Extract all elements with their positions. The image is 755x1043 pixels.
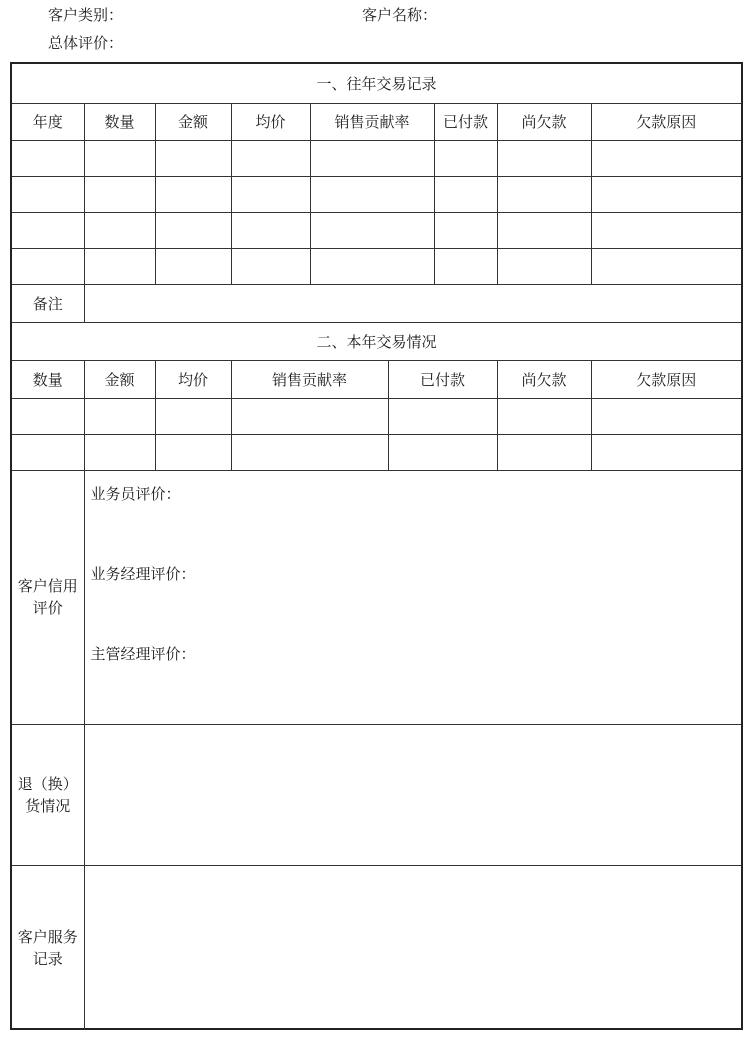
- cell[interactable]: [155, 434, 231, 470]
- cell[interactable]: [155, 398, 231, 434]
- cell[interactable]: [310, 176, 434, 212]
- section1-header-row: [12, 103, 741, 140]
- cell[interactable]: [12, 140, 84, 176]
- cell[interactable]: [497, 140, 591, 176]
- cell[interactable]: [434, 248, 497, 284]
- column-header-arrears-reason: 欠款原因: [591, 360, 741, 398]
- cell[interactable]: [12, 212, 84, 248]
- column-header-sales-contribution: 销售贡献率: [231, 360, 388, 398]
- supervisor-evaluation: 主管经理评价：: [90, 644, 196, 663]
- cell[interactable]: [591, 140, 741, 176]
- customer-type-label: 客户类别：: [48, 6, 124, 24]
- credit-evaluation-content[interactable]: [84, 470, 741, 724]
- cell[interactable]: [231, 434, 388, 470]
- form-table: [12, 64, 741, 1030]
- section1-data-row: [12, 212, 741, 248]
- column-header-avg-price: 均价: [231, 103, 310, 140]
- cell[interactable]: [434, 176, 497, 212]
- credit-label-line1: 客户信用: [17, 577, 78, 595]
- cell[interactable]: [310, 140, 434, 176]
- cell[interactable]: [310, 212, 434, 248]
- cell[interactable]: [434, 212, 497, 248]
- cell[interactable]: [12, 398, 84, 434]
- returns-label-line2: 货情况: [25, 796, 71, 815]
- column-header-arrears-reason: 欠款原因: [591, 103, 741, 140]
- returns-label-line1: 退（换）: [17, 774, 78, 793]
- cell[interactable]: [84, 398, 155, 434]
- section2-data-row: [12, 434, 741, 470]
- column-header-quantity: 数量: [84, 103, 155, 140]
- credit-evaluation-row: [12, 470, 741, 724]
- returns-label: [12, 724, 84, 865]
- cell[interactable]: [388, 398, 497, 434]
- cell[interactable]: [231, 176, 310, 212]
- section1-title: 一、往年交易记录: [12, 64, 741, 103]
- cell[interactable]: [231, 212, 310, 248]
- column-header-sales-contribution: 销售贡献率: [310, 103, 434, 140]
- cell[interactable]: [155, 248, 231, 284]
- cell[interactable]: [497, 248, 591, 284]
- column-header-amount: 金额: [84, 360, 155, 398]
- section2-header-row: [12, 360, 741, 398]
- column-header-amount: 金额: [155, 103, 231, 140]
- remark-field[interactable]: [84, 284, 741, 322]
- column-header-quantity: 数量: [12, 360, 84, 398]
- salesperson-evaluation: 业务员评价：: [90, 484, 181, 503]
- remark-row: [12, 284, 741, 322]
- column-header-paid: 已付款: [434, 103, 497, 140]
- service-record-content[interactable]: [84, 865, 741, 1030]
- returns-content[interactable]: [84, 724, 741, 865]
- column-header-year: 年度: [12, 103, 84, 140]
- service-label-line1: 客户服务: [17, 927, 78, 946]
- service-label-line2: 记录: [32, 949, 63, 968]
- cell[interactable]: [84, 176, 155, 212]
- cell[interactable]: [84, 140, 155, 176]
- column-header-outstanding: 尚欠款: [497, 360, 591, 398]
- section2-data-row: [12, 398, 741, 434]
- returns-row: [12, 724, 741, 865]
- cell[interactable]: [155, 176, 231, 212]
- cell[interactable]: [497, 398, 591, 434]
- cell[interactable]: [231, 248, 310, 284]
- service-record-row: [12, 865, 741, 1030]
- remark-label: 备注: [12, 284, 84, 322]
- cell[interactable]: [155, 212, 231, 248]
- credit-label-line2: 评价: [32, 599, 63, 617]
- cell[interactable]: [84, 434, 155, 470]
- credit-evaluation-label: [12, 470, 84, 724]
- cell[interactable]: [591, 176, 741, 212]
- cell[interactable]: [591, 248, 741, 284]
- customer-credit-form: [10, 62, 743, 1030]
- cell[interactable]: [591, 212, 741, 248]
- cell[interactable]: [231, 398, 388, 434]
- sales-manager-evaluation: 业务经理评价：: [90, 564, 196, 583]
- cell[interactable]: [497, 176, 591, 212]
- cell[interactable]: [12, 434, 84, 470]
- cell[interactable]: [155, 140, 231, 176]
- cell[interactable]: [388, 434, 497, 470]
- cell[interactable]: [310, 248, 434, 284]
- cell[interactable]: [84, 212, 155, 248]
- cell[interactable]: [497, 434, 591, 470]
- cell[interactable]: [434, 140, 497, 176]
- section1-data-row: [12, 248, 741, 284]
- customer-name-label: 客户名称：: [362, 6, 438, 24]
- cell[interactable]: [84, 248, 155, 284]
- cell[interactable]: [591, 398, 741, 434]
- cell[interactable]: [231, 140, 310, 176]
- cell[interactable]: [12, 176, 84, 212]
- section1-data-row: [12, 140, 741, 176]
- service-record-label: [12, 865, 84, 1030]
- column-header-outstanding: 尚欠款: [497, 103, 591, 140]
- cell[interactable]: [12, 248, 84, 284]
- overall-evaluation-label: 总体评价：: [48, 34, 124, 52]
- section2-title: 二、本年交易情况: [12, 322, 741, 360]
- cell[interactable]: [591, 434, 741, 470]
- section1-data-row: [12, 176, 741, 212]
- column-header-paid: 已付款: [388, 360, 497, 398]
- cell[interactable]: [497, 212, 591, 248]
- column-header-avg-price: 均价: [155, 360, 231, 398]
